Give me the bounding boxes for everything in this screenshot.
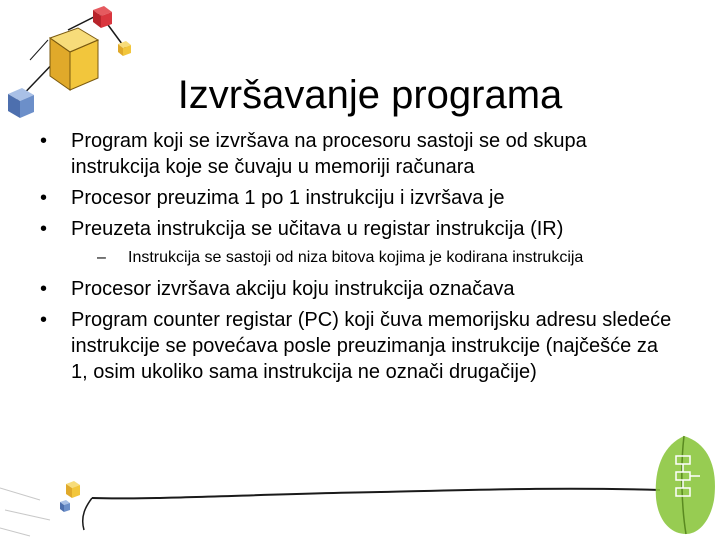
sub-bullet-text: Instrukcija se sastoji od niza bitova kojima je kodirana instrukcija: [128, 249, 584, 266]
bullet-item: [40, 185, 680, 211]
bullet-symbol: •: [40, 278, 48, 300]
bullet-text: Procesor izvršava akciju koju instrukcija označava: [71, 278, 515, 300]
sub-bullet-item: [40, 248, 680, 268]
sub-bullet-symbol: –: [97, 249, 106, 266]
bullet-text: Program koji se izvršava na procesoru sastoji se od skupa instrukcija koje se čuvaju u memoriji računara: [71, 130, 587, 178]
small-yellow-cube-icon: [118, 41, 131, 56]
bullet-item: [40, 307, 680, 385]
blue-cube-icon: [8, 88, 34, 118]
bullet-symbol: •: [40, 187, 48, 209]
bullet-item: [40, 128, 680, 180]
red-cube-icon: [93, 6, 112, 28]
slide-title: Izvršavanje programa: [177, 72, 563, 117]
bullet-symbol: •: [40, 130, 48, 152]
leaf-flowchart-illustration: [650, 430, 720, 540]
bullet-symbol: •: [40, 309, 48, 331]
bullet-item: [40, 216, 680, 242]
bullet-symbol: •: [40, 218, 48, 240]
bullet-item: [40, 276, 680, 302]
yellow-cube-icon: [50, 28, 98, 90]
small-cubes-illustration: [60, 481, 80, 512]
bullet-list: [40, 128, 680, 390]
bullet-text: Procesor preuzima 1 po 1 instrukciju i izvršava je: [71, 187, 505, 209]
bullet-text: Program counter registar (PC) koji čuva memorijsku adresu sledeće instrukcije se povećava posle preuzimanja instrukcije (najčešće za 1, osim ukoliko sama instrukcija ne označi drugačije): [71, 309, 672, 383]
cubes-illustration: [0, 0, 140, 130]
hand-drawn-line: [0, 440, 720, 540]
bullet-text: Preuzeta instrukcija se učitava u registar instrukcija (IR): [71, 218, 564, 240]
